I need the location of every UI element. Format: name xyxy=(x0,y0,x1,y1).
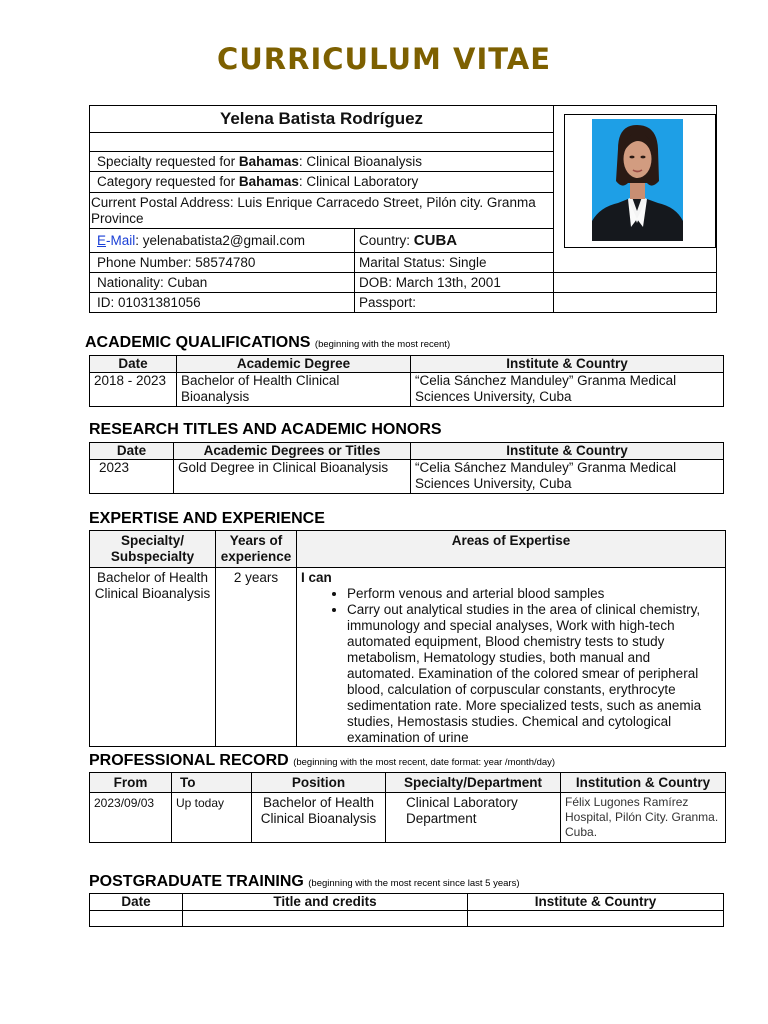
postal-address: Current Postal Address: Luis Enrique Carracedo Street, Pilón city. Granma Province xyxy=(90,193,554,229)
table-row xyxy=(90,460,724,494)
postgraduate-table xyxy=(89,893,724,927)
photo-frame xyxy=(564,114,716,248)
expertise-table xyxy=(89,530,726,747)
candidate-name: Yelena Batista Rodríguez xyxy=(90,106,554,133)
col-institute: Institute & Country xyxy=(468,894,724,911)
research-table xyxy=(89,442,724,494)
nationality-field: Nationality: Cuban xyxy=(90,273,355,293)
cell-degree: Bachelor of Health Clinical Bioanalysis xyxy=(177,373,411,407)
empty-cell xyxy=(468,911,724,927)
col-years: Years of experience xyxy=(216,531,297,568)
portrait-illustration xyxy=(592,119,683,241)
marital-status-field: Marital Status: Single xyxy=(355,253,554,273)
col-institute: Institute & Country xyxy=(411,443,724,460)
passport-field: Passport: xyxy=(355,293,554,313)
col-date: Date xyxy=(90,356,177,373)
cell-institute: “Celia Sánchez Manduley” Granma Medical Sciences University, Cuba xyxy=(411,460,724,494)
dob-field: DOB: March 13th, 2001 xyxy=(355,273,554,293)
postgraduate-heading: POSTGRADUATE TRAINING (beginning with the most recent since last 5 years) xyxy=(89,873,520,890)
id-field: ID: 01031381056 xyxy=(90,293,355,313)
empty-cell xyxy=(554,293,717,313)
cell-date: 2018 - 2023 xyxy=(90,373,177,407)
areas-intro: I can xyxy=(301,570,332,585)
research-heading: RESEARCH TITLES AND ACADEMIC HONORS xyxy=(89,421,442,438)
col-date: Date xyxy=(90,894,183,911)
cell-institution: Félix Lugones Ramírez Hospital, Pilón City. Granma. Cuba. xyxy=(561,793,726,843)
col-degree: Academic Degree xyxy=(177,356,411,373)
empty-cell xyxy=(90,911,183,927)
table-row xyxy=(90,911,724,927)
email-field[interactable]: E-Mail: yelenabatista2@gmail.com xyxy=(90,229,355,253)
cell-to: Up today xyxy=(172,793,252,843)
cell-title: Gold Degree in Clinical Bioanalysis xyxy=(174,460,411,494)
areas-list xyxy=(301,586,721,746)
col-specialty: Specialty/ Subspecialty xyxy=(90,531,216,568)
table-row xyxy=(90,373,724,407)
empty-cell xyxy=(183,911,468,927)
professional-table xyxy=(89,772,726,843)
col-institution: Institution & Country xyxy=(561,773,726,793)
col-date: Date xyxy=(90,443,174,460)
list-item: • Carry out analytical studies in the area of clinical chemistry, immunology and special analyses, Work with high-tech automated equipment, Blood chemistry tests to study metabolism, Hematology studies, both manual and automated. Examination of the colored smear of peripheral blood, calculation of corpuscular constants, erythrocyte sedimentation rate. More specialized tests, such as anemia studies, Hemostasis studies. Chemical and cytological examination of urine xyxy=(347,602,721,746)
cell-date: 2023 xyxy=(90,460,174,494)
cell-specialty: Bachelor of Health Clinical Bioanalysis xyxy=(90,568,216,747)
col-institute: Institute & Country xyxy=(411,356,724,373)
cell-from: 2023/09/03 xyxy=(90,793,172,843)
document-title: CURRICULUM VITAE xyxy=(216,42,552,76)
academic-table xyxy=(89,355,724,407)
col-areas: Areas of Expertise xyxy=(297,531,726,568)
cell-areas xyxy=(297,568,726,747)
col-position: Position xyxy=(252,773,386,793)
academic-heading: ACADEMIC QUALIFICATIONS (beginning with the most recent) xyxy=(85,334,451,351)
cell-position: Bachelor of Health Clinical Bioanalysis xyxy=(252,793,386,843)
cell-department: Clinical Laboratory Department xyxy=(386,793,561,843)
col-title-credits: Title and credits xyxy=(183,894,468,911)
col-to: To xyxy=(172,773,252,793)
blank-row xyxy=(90,133,554,152)
col-from: From xyxy=(90,773,172,793)
country-field: Country: CUBA xyxy=(355,229,554,253)
empty-cell xyxy=(554,273,717,293)
cell-institute: “Celia Sánchez Manduley” Granma Medical Sciences University, Cuba xyxy=(411,373,724,407)
table-row xyxy=(90,793,726,843)
table-row xyxy=(90,568,726,747)
cell-years: 2 years xyxy=(216,568,297,747)
phone-field: Phone Number: 58574780 xyxy=(90,253,355,273)
col-department: Specialty/Department xyxy=(386,773,561,793)
specialty-requested: Specialty requested for Bahamas: Clinical Bioanalysis xyxy=(90,152,554,172)
expertise-heading: EXPERTISE AND EXPERIENCE xyxy=(89,510,325,527)
profile-photo xyxy=(592,119,683,241)
col-titles: Academic Degrees or Titles xyxy=(174,443,411,460)
list-item: • Perform venous and arterial blood samples xyxy=(347,586,721,602)
professional-heading: PROFESSIONAL RECORD (beginning with the most recent, date format: year /month/day) xyxy=(89,752,556,769)
category-requested: Category requested for Bahamas: Clinical Laboratory xyxy=(90,172,554,193)
